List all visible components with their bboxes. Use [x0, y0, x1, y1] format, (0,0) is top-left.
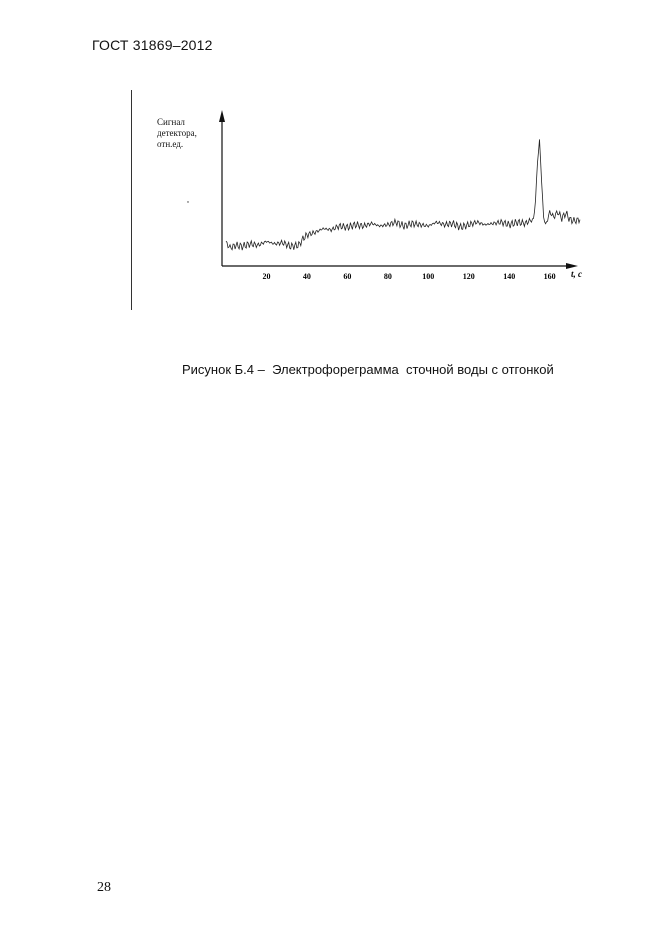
document-header-code: ГОСТ 31869–2012 — [92, 37, 213, 53]
x-tick-label: 120 — [462, 272, 475, 281]
y-axis-label-line: Сигнал — [157, 117, 185, 127]
electropherogram-chart — [150, 100, 590, 300]
x-axis-unit-label: t, c — [571, 269, 582, 279]
figure-margin-line — [131, 90, 132, 310]
x-tick-label: 140 — [503, 272, 516, 281]
y-axis-label-line: детектора, — [157, 128, 197, 138]
x-tick-label: 60 — [343, 272, 352, 281]
scan-dot — [187, 201, 188, 202]
x-tick-label: 80 — [383, 272, 392, 281]
y-axis-arrow — [219, 110, 225, 122]
signal-series-line — [226, 139, 580, 250]
x-tick-label: 160 — [543, 272, 556, 281]
y-axis-label-line: отн.ед. — [157, 139, 184, 149]
x-tick-label: 40 — [302, 272, 311, 281]
figure-caption: Рисунок Б.4 – Электрофореграмма сточной воды с отгонкой — [182, 362, 554, 377]
x-tick-label: 100 — [422, 272, 435, 281]
chart-svg — [150, 100, 590, 300]
page-number: 28 — [97, 880, 111, 895]
x-tick-label: 20 — [262, 272, 271, 281]
